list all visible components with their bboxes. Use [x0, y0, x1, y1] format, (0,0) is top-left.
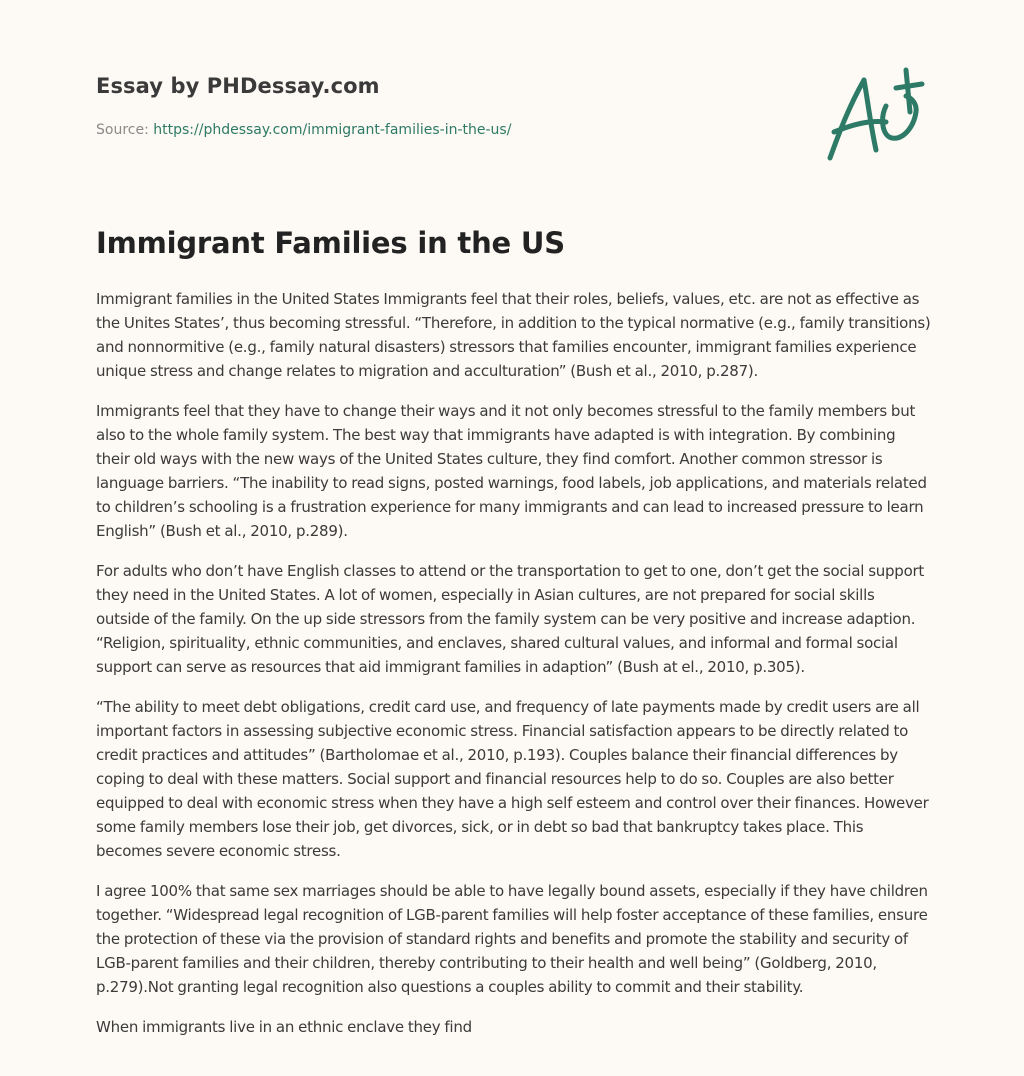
- page-title: Immigrant Families in the US: [96, 226, 565, 260]
- source-line: [96, 122, 916, 138]
- paragraph: “The ability to meet debt obligations, credit card use, and frequency of late payments made by credit users are all important factors in assessing subjective economic stress. Financial satisfaction appears to be directly related to credit practices and attitudes” (Bartholomae et al., 2010, p.193). Couples balance their financial differences by coping to deal with these matters. Social support and financial resources help to do so. Couples are also better equipped to deal with economic stress when they have a high self esteem and control over their finances. However some family members lose their job, get divorces, sick, or in debt so bad that bankruptcy takes place. This becomes severe economic stress.: [96, 698, 929, 860]
- paragraph: Immigrants feel that they have to change their ways and it not only becomes stressful to the family members but also to the whole family system. The best way that immigrants have adapted is with integration. By combining their old ways with the new ways of the United States culture, they find comfort. Another common stressor is language barriers. “The inability to read signs, posted warnings, food labels, job applications, and materials related to children’s schooling is a frustration experience for many immigrants and can lead to increased pressure to learn English” (Bush et al., 2010, p.289).: [96, 402, 927, 540]
- paragraph: I agree 100% that same sex marriages should be able to have legally bound assets, especially if they have children together. “Widespread legal recognition of LGB-parent families will help foster acceptance of these families, ensure the protection of these via the provision of standard rights and benefits and promote the stability and security of LGB-parent families and their children, thereby contributing to their health and well being” (Goldberg, 2010, p.279).Not granting legal recognition also questions a couples ability to commit and their stability.: [96, 882, 928, 996]
- brand-title: Essay by PHDessay.com: [96, 74, 380, 98]
- paragraph: When immigrants live in an ethnic enclave they find: [96, 1018, 472, 1036]
- a-plus-logo-icon: [824, 66, 928, 164]
- source-label: Source:: [96, 122, 149, 138]
- source-link[interactable]: https://phdessay.com/immigrant-families-in-the-us/: [153, 122, 512, 138]
- essay-body: [96, 287, 932, 1055]
- paragraph: Immigrant families in the United States Immigrants feel that their roles, beliefs, values, etc. are not as effective as the Unites States’, thus becoming stressful. “Therefore, in addition to the typical normative (e.g., family transitions) and nonnormitive (e.g., family natural disasters) stressors that families encounter, immigrant families experience unique stress and change relates to migration and acculturation” (Bush et al., 2010, p.287).: [96, 290, 931, 380]
- paragraph: For adults who don’t have English classes to attend or the transportation to get to one, don’t get the social support they need in the United States. A lot of women, especially in Asian cultures, are not prepared for social skills outside of the family. On the up side stressors from the family system can be very positive and increase adaption. “Religion, spirituality, ethnic communities, and enclaves, shared cultural values, and informal and formal social support can serve as resources that aid immigrant families in adaption” (Bush at el., 2010, p.305).: [96, 562, 925, 676]
- essay-header: [96, 74, 916, 138]
